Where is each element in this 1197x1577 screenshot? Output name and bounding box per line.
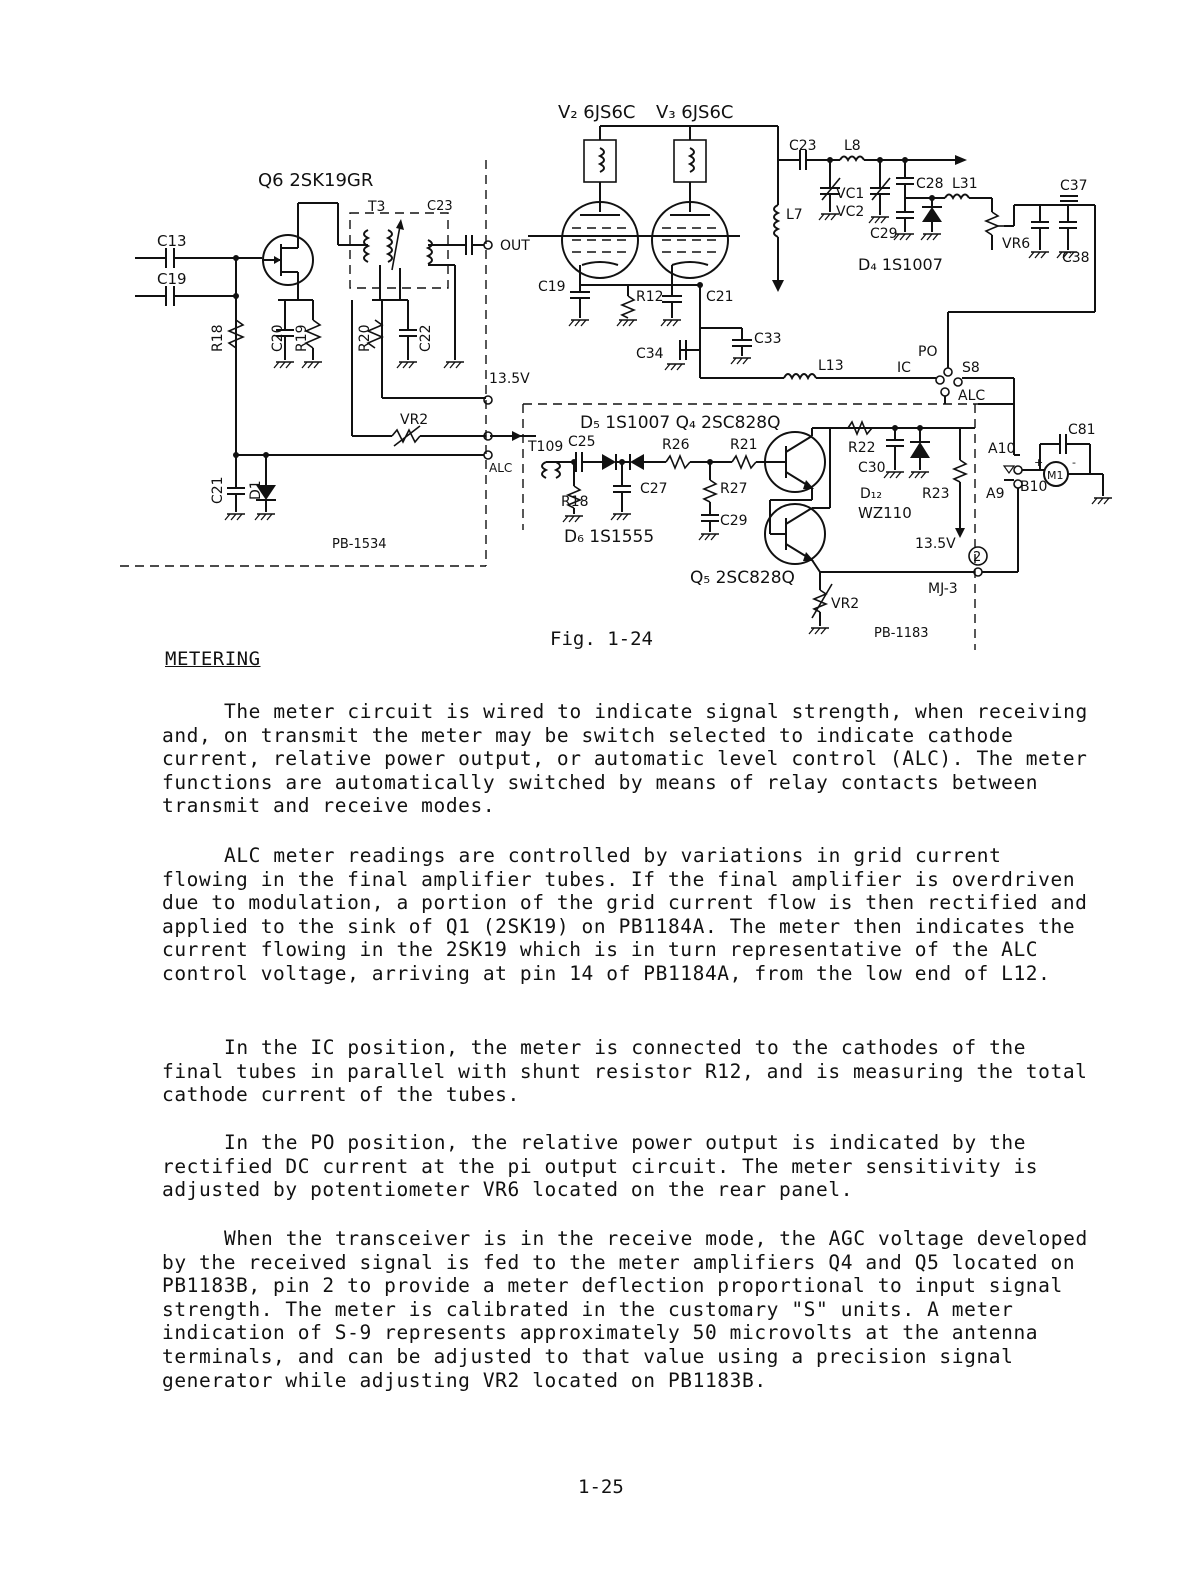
label-wz110: WZ110 bbox=[858, 504, 912, 522]
label-c20: C20 bbox=[270, 324, 286, 352]
label-vr2-right: VR2 bbox=[831, 596, 860, 612]
label-b10: B10 bbox=[1020, 479, 1048, 495]
paragraph-5: When the transceiver is in the receive mode, the AGC voltage developed by the received signal is fed to the meter amplifiers Q4 and Q5 located on PB1183B, pin 2 to provide a meter deflection proportional to input signal strength. The meter is calibrated in the customary "S" units. A meter indication of S-9 represents approximately 50 microvolts at the antenna terminals, and can be adjusted to that value using a precision signal generator while adjusting VR2 located on PB1183B. bbox=[162, 1227, 1088, 1392]
label-t109: T109 bbox=[528, 439, 564, 455]
label-r18: R18 bbox=[210, 324, 226, 352]
label-c34: C34 bbox=[636, 346, 664, 362]
label-13-5v-right: 13.5V bbox=[915, 536, 956, 552]
label-c23-right: C23 bbox=[789, 138, 817, 154]
label-pb1534: PB-1534 bbox=[332, 537, 387, 552]
label-r19: R19 bbox=[294, 324, 310, 352]
label-c37: C37 bbox=[1060, 178, 1088, 194]
page-number: 1-25 bbox=[578, 1476, 624, 1498]
label-l31: L31 bbox=[952, 176, 978, 192]
label-c13: C13 bbox=[157, 232, 187, 250]
label-d5-q4: D₅ 1S1007 Q₄ 2SC828Q bbox=[580, 413, 781, 433]
label-d6: D₆ 1S1555 bbox=[564, 527, 655, 547]
label-d12: D₁₂ bbox=[860, 486, 883, 502]
label-m1: M1 bbox=[1047, 469, 1064, 482]
label-r18-mid: R18 bbox=[561, 494, 589, 510]
label-r12: R12 bbox=[636, 289, 664, 305]
label-d4: D₄ 1S1007 bbox=[858, 255, 943, 274]
label-13-5v-left: 13.5V bbox=[489, 371, 530, 387]
label-l8: L8 bbox=[844, 138, 861, 154]
label-r27: R27 bbox=[720, 481, 748, 497]
label-c19-left: C19 bbox=[157, 270, 187, 288]
label-vr2-left: VR2 bbox=[400, 412, 429, 428]
label-c30: C30 bbox=[858, 460, 886, 476]
label-tube-v2: V₂ 6JS6C bbox=[558, 102, 636, 123]
label-mj3: MJ-3 bbox=[928, 581, 958, 597]
paragraph-4: In the PO position, the relative power output is indicated by the rectified DC current at the pi output circuit. The meter sensitivity is adjusted by potentiometer VR6 located on the rear panel. bbox=[162, 1131, 1039, 1202]
label-out: OUT bbox=[500, 238, 530, 254]
label-alc-switch: ALC bbox=[958, 388, 986, 404]
label-r22: R22 bbox=[848, 440, 876, 456]
label-ic: IC bbox=[897, 360, 911, 376]
label-vc2: VC2 bbox=[836, 204, 865, 220]
label-a10: A10 bbox=[988, 441, 1016, 457]
label-meter-plus: + bbox=[1034, 456, 1044, 469]
label-r21: R21 bbox=[730, 437, 758, 453]
label-c21-mid: C21 bbox=[706, 289, 734, 305]
label-pin-2: 2 bbox=[973, 550, 982, 565]
label-c28: C28 bbox=[916, 176, 944, 192]
label-c21-left: C21 bbox=[210, 476, 226, 504]
label-c29-top: C29 bbox=[870, 226, 898, 242]
label-meter-minus: - bbox=[1072, 456, 1076, 469]
label-c38: C38 bbox=[1062, 250, 1090, 266]
label-l13: L13 bbox=[818, 358, 844, 374]
label-c81: C81 bbox=[1068, 422, 1096, 438]
label-d1: D1 bbox=[248, 480, 264, 500]
label-t3: T3 bbox=[368, 199, 386, 215]
label-pb1183: PB-1183 bbox=[874, 626, 929, 641]
label-c25: C25 bbox=[568, 434, 596, 450]
label-a9: A9 bbox=[986, 486, 1005, 502]
label-r20: R20 bbox=[357, 324, 373, 352]
figure-caption: Fig. 1-24 bbox=[550, 628, 653, 650]
label-c19-mid: C19 bbox=[538, 279, 566, 295]
label-r26: R26 bbox=[662, 437, 690, 453]
label-c27: C27 bbox=[640, 481, 668, 497]
paragraph-1: The meter circuit is wired to indicate signal strength, when receiving and, on transmit the meter may be switch selected to indicate cathode current, relative power output, or automatic level control (ALC). The meter functions are automatically switched by means of relay contacts between transmit and receive modes. bbox=[162, 700, 1088, 818]
label-vc1: VC1 bbox=[836, 186, 865, 202]
paragraph-2: ALC meter readings are controlled by variations in grid current flowing in the final amplifier tubes. If the final amplifier is overdriven due to modulation, a portion of the grid current flow is then rectified and applied to the sink of Q1 (2SK19) on PB1184A. The meter then indicates the current flowing in the 2SK19 which is in turn representative of the ALC control voltage, arriving at pin 14 of PB1184A, from the low end of L12. bbox=[162, 844, 1088, 985]
schematic-fig-1-24 bbox=[0, 0, 1197, 680]
section-title: METERING bbox=[165, 648, 261, 670]
label-l7: L7 bbox=[786, 207, 803, 223]
label-alc-pin: ALC bbox=[489, 461, 513, 475]
label-r23: R23 bbox=[922, 486, 950, 502]
paragraph-3: In the IC position, the meter is connected to the cathodes of the final tubes in parallel with shunt resistor R12, and is measuring the total cathode current of the tubes. bbox=[162, 1036, 1088, 1107]
label-s8: S8 bbox=[962, 360, 980, 376]
label-c33: C33 bbox=[754, 331, 782, 347]
label-tube-v3: V₃ 6JS6C bbox=[656, 102, 734, 123]
label-c22: C22 bbox=[418, 324, 434, 352]
label-c29-mid: C29 bbox=[720, 513, 748, 529]
label-c23-left: C23 bbox=[427, 199, 453, 214]
label-q6: Q6 2SK19GR bbox=[258, 170, 374, 191]
label-vr6: VR6 bbox=[1002, 236, 1031, 252]
label-po: PO bbox=[918, 344, 938, 360]
label-q5: Q₅ 2SC828Q bbox=[690, 568, 795, 588]
